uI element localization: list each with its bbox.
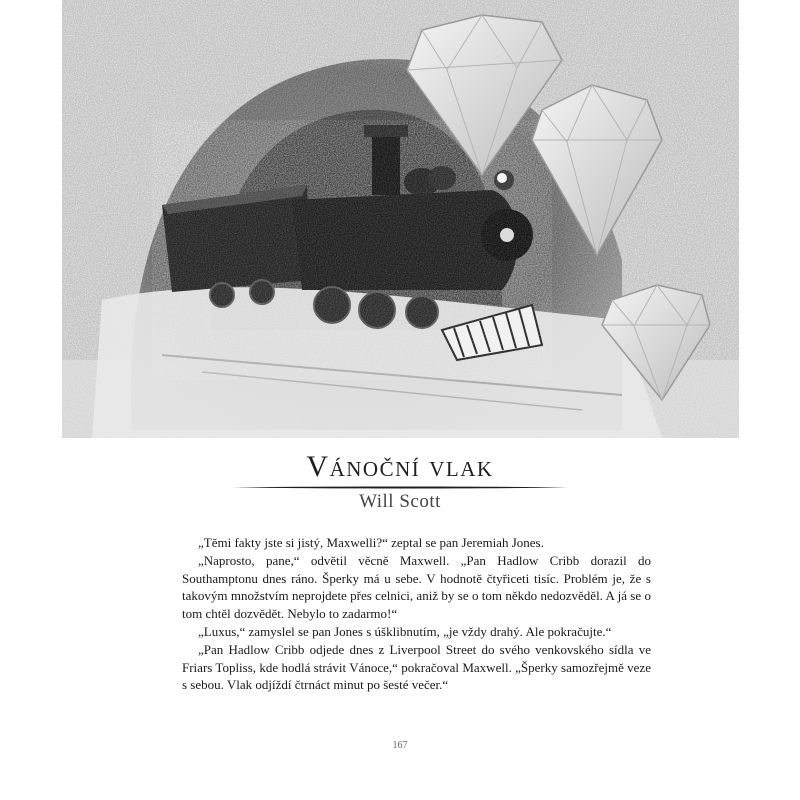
- paragraph: „Naprosto, pane,“ odvětil věcně Maxwell. „Pan Hadlow Cribb dorazil do Southamptonu dnes ráno. Šperky má u sebe. V hodnotě čtyřiceti tisíc. Problém je, že s takovým množstvím neprojdete přes celnici, aniž by se o tom někdo nedozvěděl. A já se o tom chtěl dozvědět. Nebylo to zadarmo!“: [182, 552, 651, 622]
- story-body: [182, 534, 651, 694]
- paragraph: „Pan Hadlow Cribb odjede dnes z Liverpool Street do svého venkovského sídla ve Friars Topliss, kde hodlá strávit Vánoce,“ pokračoval Maxwell. „Šperky samozřejmě veze s sebou. Vlak odjíždí čtrnáct minut po šesté večer.“: [182, 641, 651, 693]
- page-number: 167: [392, 740, 408, 751]
- chapter-illustration: [62, 0, 739, 438]
- story-title: Vánoční vlak: [306, 450, 494, 483]
- title-divider: [232, 486, 568, 489]
- paragraph: „Luxus,“ zamyslel se pan Jones s úšklibnutím, „je vždy drahý. Ale pokračujte.“: [198, 623, 612, 639]
- story-author: Will Scott: [359, 491, 441, 512]
- train-with-diamonds-icon: [62, 0, 739, 438]
- paragraph: „Těmi fakty jste si jistý, Maxwelli?“ zeptal se pan Jeremiah Jones.: [198, 535, 544, 550]
